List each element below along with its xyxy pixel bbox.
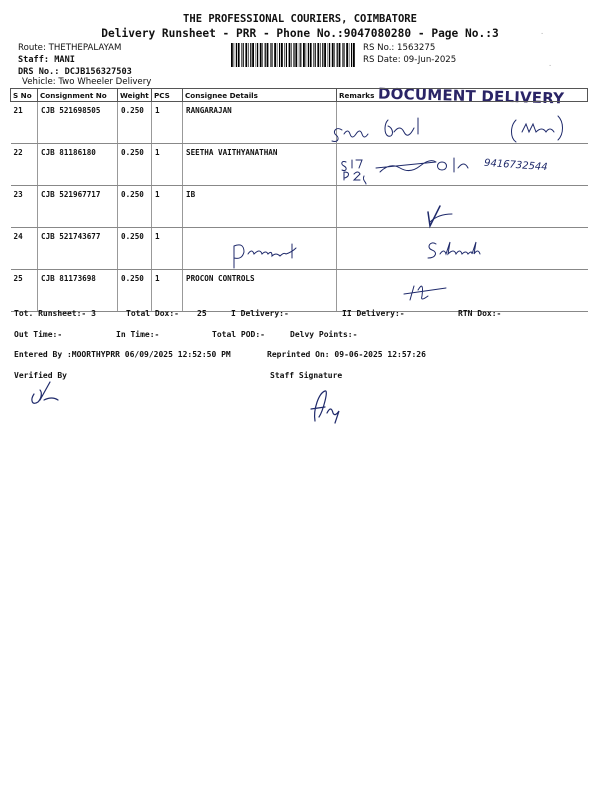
cell-pcs: 1 (152, 228, 183, 270)
cell-pcs: 1 (152, 270, 183, 312)
total-dox-value: 25 (197, 309, 207, 318)
cell-consignee: IB (183, 186, 337, 228)
cell-weight: 0.250 (118, 186, 152, 228)
verified-by-label: Verified By (14, 371, 67, 380)
barcode-image (231, 43, 356, 67)
col-sno: S No (11, 89, 38, 102)
document-delivery-stamp: DOCUMENT DELIVERY (377, 84, 565, 108)
handwritten-remarks (330, 110, 580, 310)
cell-consignment: CJB 81173698 (38, 270, 118, 312)
cell-pcs: 1 (152, 144, 183, 186)
cell-consignee: SEETHA VAITHYANATHAN (183, 144, 337, 186)
col-pcs: PCS (152, 89, 183, 102)
delvy-points-label: Delvy Points:- (290, 330, 358, 339)
cell-consignment: CJB 521967717 (38, 186, 118, 228)
cell-consignee: RANGARAJAN (183, 102, 337, 144)
route-label: Route: THETHEPALAYAM (18, 43, 122, 53)
handwritten-consignee-24 (228, 232, 318, 272)
verifier-signature (28, 380, 68, 410)
out-time-label: Out Time:- (14, 330, 63, 339)
col-remarks: Remarks (337, 89, 588, 102)
rtn-dox-label: RTN Dox:- (458, 309, 502, 318)
cell-consignment: CJB 521698505 (38, 102, 118, 144)
cell-weight: 0.250 (118, 102, 152, 144)
ii-delivery-label: II Delivery:- (342, 309, 405, 318)
cell-sno: 21 (11, 102, 38, 144)
cell-sno: 23 (11, 186, 38, 228)
staff-signature-label: Staff Signature (270, 371, 343, 380)
scan-speck: · (540, 30, 545, 38)
rs-no-label: RS No.: 1563275 (363, 43, 436, 53)
cell-weight: 0.250 (118, 228, 152, 270)
cell-pcs: 1 (152, 102, 183, 144)
cell-consignment: CJB 521743677 (38, 228, 118, 270)
col-consignee: Consignee Details (183, 89, 337, 102)
rs-date-label: RS Date: 09-Jun-2025 (363, 55, 457, 65)
company-title: THE PROFESSIONAL COURIERS, COIMBATORE (183, 13, 417, 25)
cell-sno: 24 (11, 228, 38, 270)
total-dox-label: Total Dox:- (126, 309, 179, 318)
table-header-row (11, 89, 588, 102)
total-pod-label: Total POD:- (212, 330, 265, 339)
i-delivery-label: I Delivery:- (231, 309, 289, 318)
staff-signature-mark (305, 385, 355, 430)
cell-weight: 0.250 (118, 270, 152, 312)
cell-consignee: PROCON CONTROLS (183, 270, 337, 312)
vehicle-label: Vehicle: Two Wheeler Delivery (22, 77, 152, 87)
staff-label: Staff: MANI (18, 55, 75, 65)
tot-runsheet: Tot. Runsheet:- 3 (14, 309, 96, 318)
runsheet-subtitle: Delivery Runsheet - PRR - Phone No.:9047080280 - Page No.:3 (101, 27, 499, 40)
scan-speck: · (548, 62, 553, 70)
entered-by: Entered By :MOORTHYPRR 06/09/2025 12:52:50 PM (14, 350, 231, 359)
reprinted-on: Reprinted On: 09-06-2025 12:57:26 (267, 350, 426, 359)
cell-sno: 22 (11, 144, 38, 186)
cell-pcs: 1 (152, 186, 183, 228)
col-consignment: Consignment No (38, 89, 118, 102)
handwritten-phone: 9416732544 (483, 157, 548, 174)
col-weight: Weight (118, 89, 152, 102)
cell-weight: 0.250 (118, 144, 152, 186)
cell-sno: 25 (11, 270, 38, 312)
cell-consignment: CJB 81186180 (38, 144, 118, 186)
drs-label: DRS No.: DCJB156327503 (18, 67, 132, 77)
in-time-label: In Time:- (116, 330, 160, 339)
